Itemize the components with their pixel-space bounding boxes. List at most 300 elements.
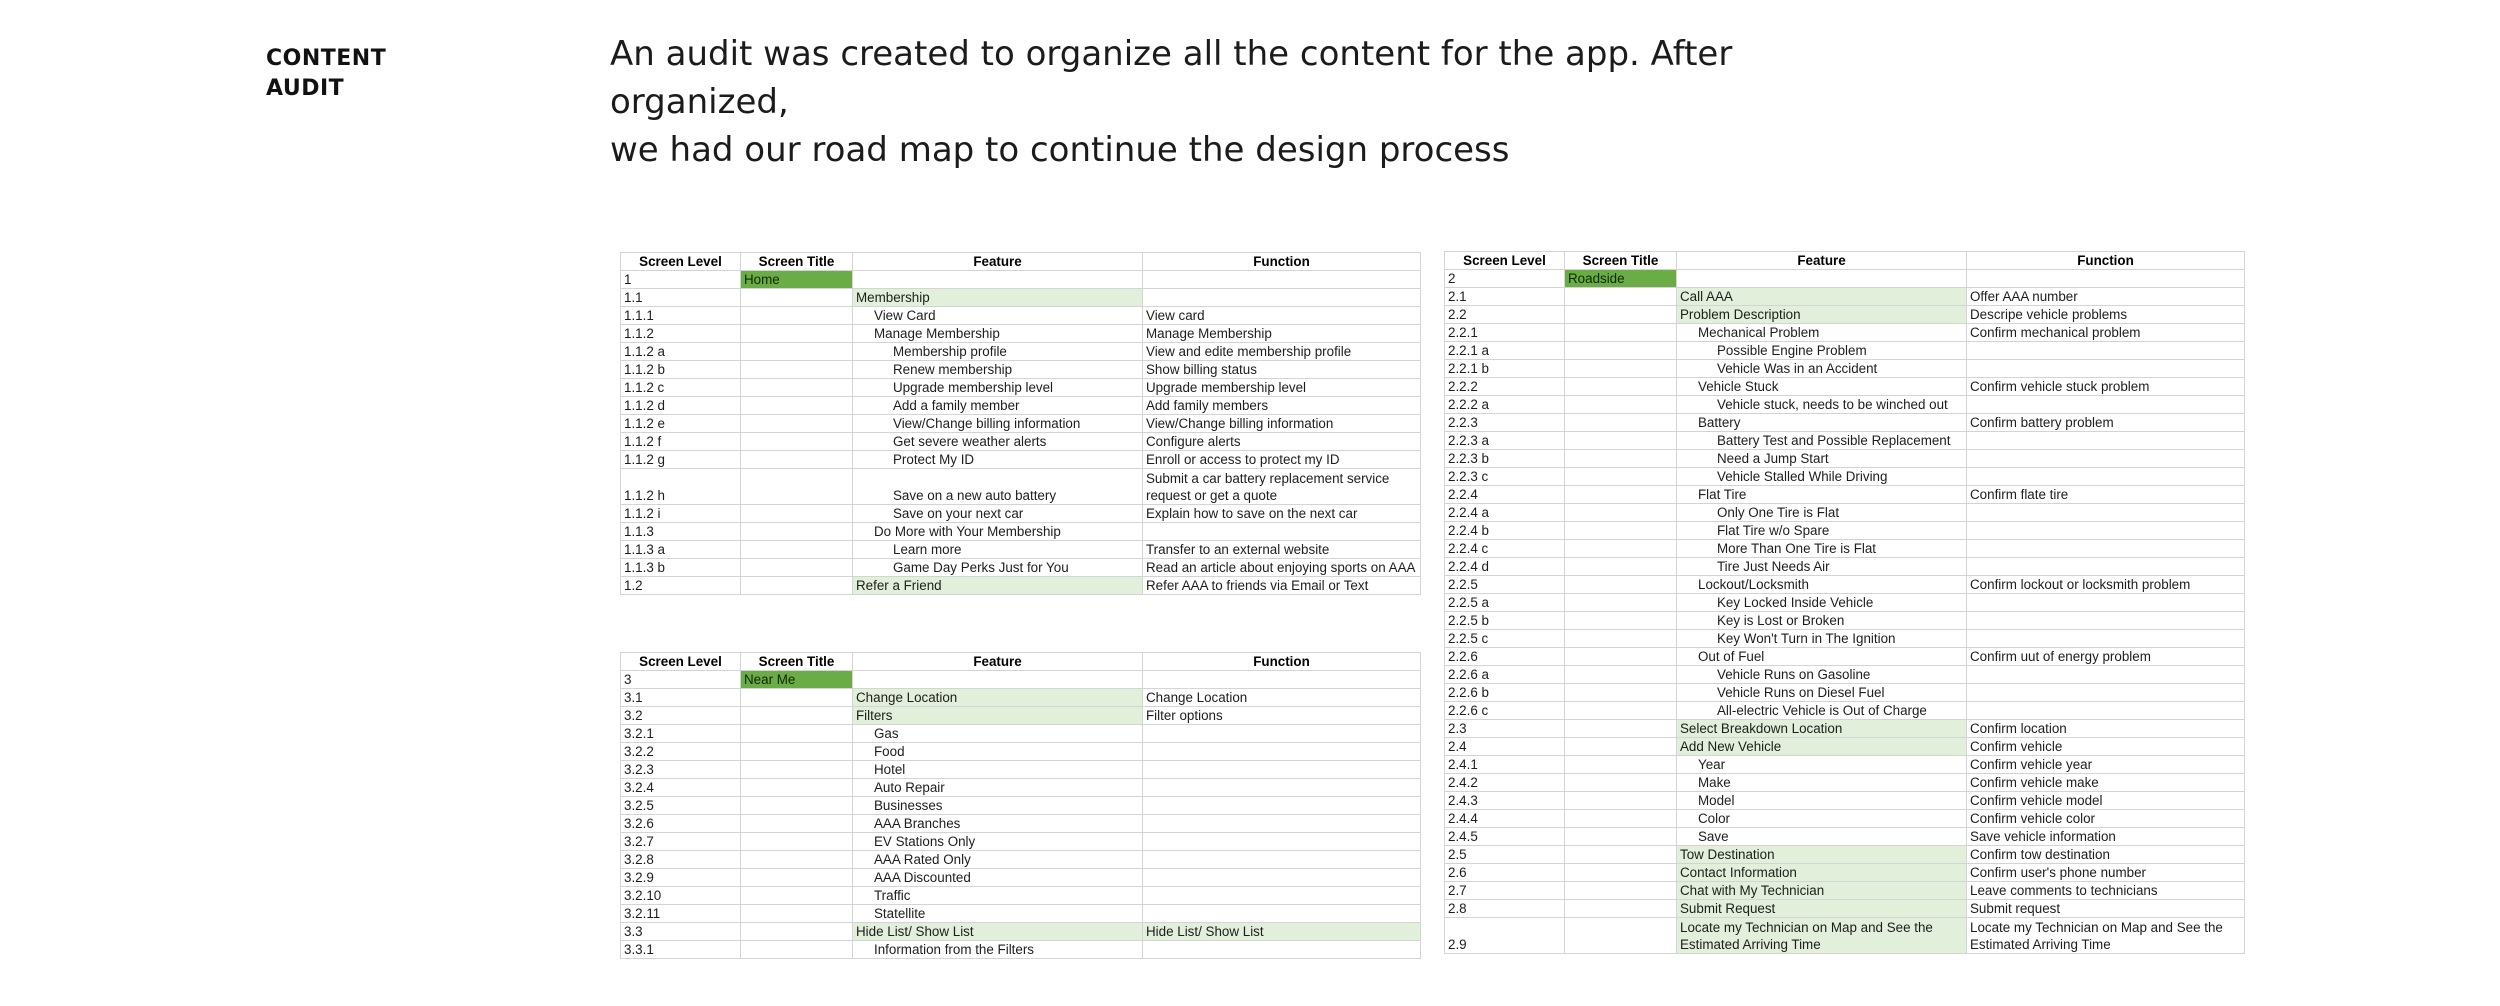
- cell-screen-title: [1565, 306, 1677, 324]
- cell-feature: Add a family member: [853, 397, 1143, 415]
- table-row: [1445, 594, 2245, 612]
- table-row: [1445, 432, 2245, 450]
- cell-screen-title: [1565, 576, 1677, 594]
- cell-screen-level: 2.2.1 b: [1445, 360, 1565, 378]
- cell-feature: Renew membership: [853, 361, 1143, 379]
- cell-function: [1967, 558, 2245, 576]
- cell-screen-level: 2.2.6 b: [1445, 684, 1565, 702]
- table-row: [1445, 702, 2245, 720]
- cell-screen-level: 2.8: [1445, 900, 1565, 918]
- cell-screen-level: 2.2.5 a: [1445, 594, 1565, 612]
- cell-screen-level: 1.1.2 a: [621, 343, 741, 361]
- cell-feature: Vehicle stuck, needs to be winched out: [1677, 396, 1967, 414]
- cell-screen-title: [741, 451, 853, 469]
- cell-screen-level: 2.2.6 a: [1445, 666, 1565, 684]
- table-row: [1445, 792, 2245, 810]
- header-function: Function: [1143, 253, 1421, 271]
- cell-screen-title: [741, 469, 853, 505]
- cell-screen-level: 2.2.1 a: [1445, 342, 1565, 360]
- cell-function: Confirm mechanical problem: [1967, 324, 2245, 342]
- cell-feature: View Card: [853, 307, 1143, 325]
- cell-screen-title: [741, 905, 853, 923]
- cell-feature: Save on your next car: [853, 505, 1143, 523]
- cell-screen-title: [1565, 774, 1677, 792]
- cell-feature: Upgrade membership level: [853, 379, 1143, 397]
- table-row: [1445, 648, 2245, 666]
- table-row: [1445, 306, 2245, 324]
- cell-function: Submit request: [1967, 900, 2245, 918]
- cell-screen-level: 3.2.5: [621, 797, 741, 815]
- cell-function: Change Location: [1143, 689, 1421, 707]
- header-function: Function: [1143, 653, 1421, 671]
- cell-feature: Battery: [1677, 414, 1967, 432]
- cell-screen-level: 1.1.2 h: [621, 469, 741, 505]
- cell-feature: Chat with My Technician: [1677, 882, 1967, 900]
- cell-function: Enroll or access to protect my ID: [1143, 451, 1421, 469]
- cell-screen-title: [1565, 702, 1677, 720]
- cell-screen-level: 2.7: [1445, 882, 1565, 900]
- cell-screen-title: [1565, 558, 1677, 576]
- cell-feature: Information from the Filters: [853, 941, 1143, 959]
- table-row: [1445, 450, 2245, 468]
- cell-feature: Vehicle Was in an Accident: [1677, 360, 1967, 378]
- header-function: Function: [1967, 252, 2245, 270]
- cell-screen-title: [741, 725, 853, 743]
- cell-screen-title: [1565, 810, 1677, 828]
- cell-screen-title: [741, 397, 853, 415]
- cell-function: [1967, 360, 2245, 378]
- cell-screen-level: 2.2.2 a: [1445, 396, 1565, 414]
- cell-screen-title: [1565, 324, 1677, 342]
- cell-feature: AAA Discounted: [853, 869, 1143, 887]
- cell-screen-level: 2.4.2: [1445, 774, 1565, 792]
- cell-feature: Auto Repair: [853, 779, 1143, 797]
- cell-screen-level: 1.1.2 e: [621, 415, 741, 433]
- cell-screen-level: 1.1.3: [621, 523, 741, 541]
- table-row: [621, 379, 1421, 397]
- table-row: [1445, 486, 2245, 504]
- audit-table-near-me: [620, 652, 1421, 959]
- table-row: [1445, 270, 2245, 288]
- heading-line-2: AUDIT: [266, 76, 345, 101]
- cell-feature: Key Locked Inside Vehicle: [1677, 594, 1967, 612]
- table-row: [1445, 522, 2245, 540]
- cell-function: Confirm battery problem: [1967, 414, 2245, 432]
- table-row: [621, 469, 1421, 505]
- table-row: [1445, 774, 2245, 792]
- cell-function: [1967, 684, 2245, 702]
- cell-screen-level: 2.4.1: [1445, 756, 1565, 774]
- header-feature: Feature: [853, 653, 1143, 671]
- cell-function: Explain how to save on the next car: [1143, 505, 1421, 523]
- table-body: [1445, 270, 2245, 954]
- cell-screen-title: [741, 779, 853, 797]
- cell-screen-level: 3.2.9: [621, 869, 741, 887]
- table-row: [1445, 378, 2245, 396]
- table-row: [1445, 684, 2245, 702]
- table-row: [621, 887, 1421, 905]
- cell-feature: Call AAA: [1677, 288, 1967, 306]
- cell-function: Hide List/ Show List: [1143, 923, 1421, 941]
- cell-function: [1967, 396, 2245, 414]
- cell-function: [1967, 666, 2245, 684]
- cell-screen-level: 1.1.3 b: [621, 559, 741, 577]
- cell-screen-level: 2.9: [1445, 918, 1565, 954]
- table-row: [621, 397, 1421, 415]
- cell-feature: Vehicle Runs on Diesel Fuel: [1677, 684, 1967, 702]
- cell-feature: Submit Request: [1677, 900, 1967, 918]
- table-row: [621, 505, 1421, 523]
- cell-function: [1967, 450, 2245, 468]
- table-row: [621, 905, 1421, 923]
- cell-screen-level: 1.1.2 g: [621, 451, 741, 469]
- cell-feature: Only One Tire is Flat: [1677, 504, 1967, 522]
- table-row: [1445, 612, 2245, 630]
- cell-feature: Gas: [853, 725, 1143, 743]
- table-row: [621, 851, 1421, 869]
- cell-screen-level: 2.1: [1445, 288, 1565, 306]
- table-row: [1445, 864, 2245, 882]
- cell-screen-title: [741, 559, 853, 577]
- cell-screen-title: Home: [741, 271, 853, 289]
- table-row: [1445, 882, 2245, 900]
- cell-function: [1967, 432, 2245, 450]
- cell-screen-title: [741, 577, 853, 595]
- cell-screen-level: 2.2.2: [1445, 378, 1565, 396]
- cell-feature: Key Won't Turn in The Ignition: [1677, 630, 1967, 648]
- cell-screen-title: [1565, 612, 1677, 630]
- cell-screen-level: 2.4.5: [1445, 828, 1565, 846]
- table-row: [621, 779, 1421, 797]
- cell-function: [1143, 523, 1421, 541]
- cell-function: [1143, 271, 1421, 289]
- cell-feature: Make: [1677, 774, 1967, 792]
- cell-function: Confirm tow destination: [1967, 846, 2245, 864]
- cell-screen-title: [741, 761, 853, 779]
- cell-screen-level: 1.1.2 i: [621, 505, 741, 523]
- cell-function: [1143, 941, 1421, 959]
- table-row: [1445, 720, 2245, 738]
- intro-paragraph: [610, 30, 1810, 174]
- cell-screen-level: 2.2.6: [1445, 648, 1565, 666]
- cell-screen-title: [1565, 846, 1677, 864]
- cell-function: [1967, 342, 2245, 360]
- cell-function: Confirm vehicle stuck problem: [1967, 378, 2245, 396]
- table-row: [621, 343, 1421, 361]
- cell-function: Descripe vehicle problems: [1967, 306, 2245, 324]
- header-row: [621, 653, 1421, 671]
- cell-screen-level: 2.2.5 c: [1445, 630, 1565, 648]
- cell-screen-level: 1: [621, 271, 741, 289]
- table-row: [621, 523, 1421, 541]
- cell-feature: Traffic: [853, 887, 1143, 905]
- cell-feature: Problem Description: [1677, 306, 1967, 324]
- cell-function: [1143, 289, 1421, 307]
- cell-feature: Game Day Perks Just for You: [853, 559, 1143, 577]
- cell-feature: Lockout/Locksmith: [1677, 576, 1967, 594]
- cell-screen-title: Near Me: [741, 671, 853, 689]
- cell-screen-title: [1565, 342, 1677, 360]
- table-row: [621, 923, 1421, 941]
- cell-feature: Membership profile: [853, 343, 1143, 361]
- cell-screen-level: 2.2.4 b: [1445, 522, 1565, 540]
- cell-function: [1967, 612, 2245, 630]
- cell-function: [1143, 761, 1421, 779]
- cell-function: View/Change billing information: [1143, 415, 1421, 433]
- cell-function: [1143, 851, 1421, 869]
- cell-screen-level: 3.3.1: [621, 941, 741, 959]
- cell-screen-level: 2.2.1: [1445, 324, 1565, 342]
- cell-screen-title: [741, 689, 853, 707]
- cell-screen-title: [741, 415, 853, 433]
- cell-function: [1967, 702, 2245, 720]
- cell-function: Confirm vehicle: [1967, 738, 2245, 756]
- cell-feature: More Than One Tire is Flat: [1677, 540, 1967, 558]
- table-row: [621, 743, 1421, 761]
- cell-screen-title: [741, 541, 853, 559]
- cell-feature: Key is Lost or Broken: [1677, 612, 1967, 630]
- table-row: [1445, 630, 2245, 648]
- cell-feature: Tow Destination: [1677, 846, 1967, 864]
- table-row: [1445, 918, 2245, 954]
- table-row: [621, 833, 1421, 851]
- cell-screen-level: 2.2.4: [1445, 486, 1565, 504]
- intro-line-1: An audit was created to organize all the content for the app. After organized,: [610, 34, 1733, 122]
- cell-feature: Save on a new auto battery: [853, 469, 1143, 505]
- header-screen-title: Screen Title: [1565, 252, 1677, 270]
- cell-screen-title: [1565, 828, 1677, 846]
- cell-feature: Out of Fuel: [1677, 648, 1967, 666]
- cell-screen-level: 1.1.2 b: [621, 361, 741, 379]
- cell-feature: Select Breakdown Location: [1677, 720, 1967, 738]
- header-screen-level: Screen Level: [621, 253, 741, 271]
- cell-screen-title: [1565, 468, 1677, 486]
- header-feature: Feature: [853, 253, 1143, 271]
- cell-function: [1143, 833, 1421, 851]
- cell-screen-title: [741, 707, 853, 725]
- cell-screen-title: [1565, 360, 1677, 378]
- cell-screen-level: 2.5: [1445, 846, 1565, 864]
- cell-screen-title: [1565, 540, 1677, 558]
- cell-function: Transfer to an external website: [1143, 541, 1421, 559]
- table-body: [621, 671, 1421, 959]
- cell-feature: Food: [853, 743, 1143, 761]
- table-row: [621, 541, 1421, 559]
- table-row: [1445, 846, 2245, 864]
- table-row: [1445, 342, 2245, 360]
- cell-function: Add family members: [1143, 397, 1421, 415]
- cell-screen-title: [741, 797, 853, 815]
- table-row: [621, 361, 1421, 379]
- cell-screen-title: [1565, 648, 1677, 666]
- cell-screen-level: 2.4.4: [1445, 810, 1565, 828]
- cell-screen-title: [741, 361, 853, 379]
- cell-feature: Vehicle Stalled While Driving: [1677, 468, 1967, 486]
- table-row: [621, 271, 1421, 289]
- cell-function: Show billing status: [1143, 361, 1421, 379]
- cell-screen-title: [741, 923, 853, 941]
- cell-function: Confirm vehicle model: [1967, 792, 2245, 810]
- header-screen-title: Screen Title: [741, 653, 853, 671]
- table-row: [621, 941, 1421, 959]
- cell-feature: Year: [1677, 756, 1967, 774]
- cell-screen-title: [741, 307, 853, 325]
- cell-screen-title: [1565, 396, 1677, 414]
- cell-screen-level: 3.2.11: [621, 905, 741, 923]
- cell-function: Configure alerts: [1143, 433, 1421, 451]
- cell-screen-title: [741, 869, 853, 887]
- cell-feature: Refer a Friend: [853, 577, 1143, 595]
- cell-screen-title: [1565, 684, 1677, 702]
- cell-function: Confirm location: [1967, 720, 2245, 738]
- table-row: [621, 671, 1421, 689]
- cell-feature: Filters: [853, 707, 1143, 725]
- cell-screen-level: 2.2.4 c: [1445, 540, 1565, 558]
- table-row: [621, 797, 1421, 815]
- cell-function: Manage Membership: [1143, 325, 1421, 343]
- cell-function: Confirm flate tire: [1967, 486, 2245, 504]
- cell-screen-level: 3.2.7: [621, 833, 741, 851]
- table-row: [621, 415, 1421, 433]
- cell-function: [1967, 504, 2245, 522]
- cell-screen-title: [1565, 450, 1677, 468]
- cell-feature: Possible Engine Problem: [1677, 342, 1967, 360]
- table-row: [621, 451, 1421, 469]
- cell-feature: Model: [1677, 792, 1967, 810]
- cell-feature: Membership: [853, 289, 1143, 307]
- cell-function: [1967, 468, 2245, 486]
- header-feature: Feature: [1677, 252, 1967, 270]
- header-row: [1445, 252, 2245, 270]
- cell-screen-title: [1565, 630, 1677, 648]
- header-screen-title: Screen Title: [741, 253, 853, 271]
- cell-screen-title: [1565, 432, 1677, 450]
- cell-screen-level: 2.4.3: [1445, 792, 1565, 810]
- cell-screen-title: [1565, 504, 1677, 522]
- cell-screen-title: [741, 815, 853, 833]
- cell-screen-level: 1.1.2: [621, 325, 741, 343]
- cell-screen-title: [741, 743, 853, 761]
- cell-feature: Flat Tire w/o Spare: [1677, 522, 1967, 540]
- header-screen-level: Screen Level: [1445, 252, 1565, 270]
- cell-function: [1143, 779, 1421, 797]
- cell-feature: AAA Rated Only: [853, 851, 1143, 869]
- heading-line-1: CONTENT: [266, 46, 387, 71]
- cell-screen-level: 3.2.2: [621, 743, 741, 761]
- cell-screen-title: [1565, 378, 1677, 396]
- cell-function: View and edite membership profile: [1143, 343, 1421, 361]
- table-row: [621, 307, 1421, 325]
- table-row: [621, 815, 1421, 833]
- intro-line-2: we had our road map to continue the design process: [610, 130, 1510, 170]
- cell-function: Confirm uut of energy problem: [1967, 648, 2245, 666]
- cell-feature: Do More with Your Membership: [853, 523, 1143, 541]
- cell-screen-level: 2.6: [1445, 864, 1565, 882]
- audit-table-home: [620, 252, 1421, 595]
- cell-screen-title: Roadside: [1565, 270, 1677, 288]
- cell-screen-level: 2.2: [1445, 306, 1565, 324]
- cell-screen-title: [1565, 756, 1677, 774]
- table-row: [621, 761, 1421, 779]
- table-row: [1445, 666, 2245, 684]
- cell-screen-title: [1565, 900, 1677, 918]
- cell-screen-level: 2.4: [1445, 738, 1565, 756]
- cell-feature: Learn more: [853, 541, 1143, 559]
- cell-screen-level: 1.2: [621, 577, 741, 595]
- cell-screen-title: [1565, 288, 1677, 306]
- cell-screen-title: [1565, 666, 1677, 684]
- cell-function: Confirm user's phone number: [1967, 864, 2245, 882]
- header-row: [621, 253, 1421, 271]
- cell-screen-title: [1565, 918, 1677, 954]
- cell-function: Confirm vehicle year: [1967, 756, 2245, 774]
- cell-screen-title: [1565, 594, 1677, 612]
- cell-feature: Statellite: [853, 905, 1143, 923]
- cell-feature: Tire Just Needs Air: [1677, 558, 1967, 576]
- cell-screen-title: [1565, 792, 1677, 810]
- table-row: [1445, 558, 2245, 576]
- cell-screen-level: 2.2.4 d: [1445, 558, 1565, 576]
- cell-screen-level: 2.2.3 c: [1445, 468, 1565, 486]
- cell-screen-level: 1.1.1: [621, 307, 741, 325]
- table-row: [1445, 396, 2245, 414]
- cell-screen-level: 2.3: [1445, 720, 1565, 738]
- cell-function: [1967, 630, 2245, 648]
- cell-function: [1143, 815, 1421, 833]
- cell-function: [1967, 270, 2245, 288]
- table-row: [1445, 288, 2245, 306]
- cell-function: [1143, 869, 1421, 887]
- cell-screen-level: 3.2.8: [621, 851, 741, 869]
- header-screen-level: Screen Level: [621, 653, 741, 671]
- cell-function: [1967, 522, 2245, 540]
- cell-feature: Get severe weather alerts: [853, 433, 1143, 451]
- cell-function: Confirm lockout or locksmith problem: [1967, 576, 2245, 594]
- cell-feature: Need a Jump Start: [1677, 450, 1967, 468]
- table-row: [1445, 324, 2245, 342]
- table-row: [621, 725, 1421, 743]
- cell-function: [1967, 594, 2245, 612]
- table-row: [621, 869, 1421, 887]
- cell-screen-title: [741, 851, 853, 869]
- cell-screen-level: 3.2.4: [621, 779, 741, 797]
- cell-screen-level: 1.1.3 a: [621, 541, 741, 559]
- cell-screen-level: 3.1: [621, 689, 741, 707]
- cell-function: Confirm vehicle make: [1967, 774, 2245, 792]
- cell-screen-title: [1565, 414, 1677, 432]
- cell-function: Confirm vehicle color: [1967, 810, 2245, 828]
- cell-screen-title: [741, 343, 853, 361]
- cell-screen-level: 2.2.4 a: [1445, 504, 1565, 522]
- cell-function: Read an article about enjoying sports on AAA: [1143, 559, 1421, 577]
- cell-feature: Save: [1677, 828, 1967, 846]
- cell-screen-title: [741, 433, 853, 451]
- cell-feature: Contact Information: [1677, 864, 1967, 882]
- cell-screen-level: 2.2.3 a: [1445, 432, 1565, 450]
- table-row: [621, 433, 1421, 451]
- cell-screen-title: [1565, 864, 1677, 882]
- cell-screen-title: [1565, 720, 1677, 738]
- section-heading: [266, 44, 386, 104]
- cell-screen-title: [1565, 738, 1677, 756]
- cell-function: Locate my Technician on Map and See the Estimated Arriving Time: [1967, 918, 2245, 954]
- cell-function: [1143, 671, 1421, 689]
- cell-screen-level: 3.2.3: [621, 761, 741, 779]
- cell-function: [1143, 743, 1421, 761]
- cell-function: Submit a car battery replacement service request or get a quote: [1143, 469, 1421, 505]
- table-row: [1445, 756, 2245, 774]
- table-row: [1445, 414, 2245, 432]
